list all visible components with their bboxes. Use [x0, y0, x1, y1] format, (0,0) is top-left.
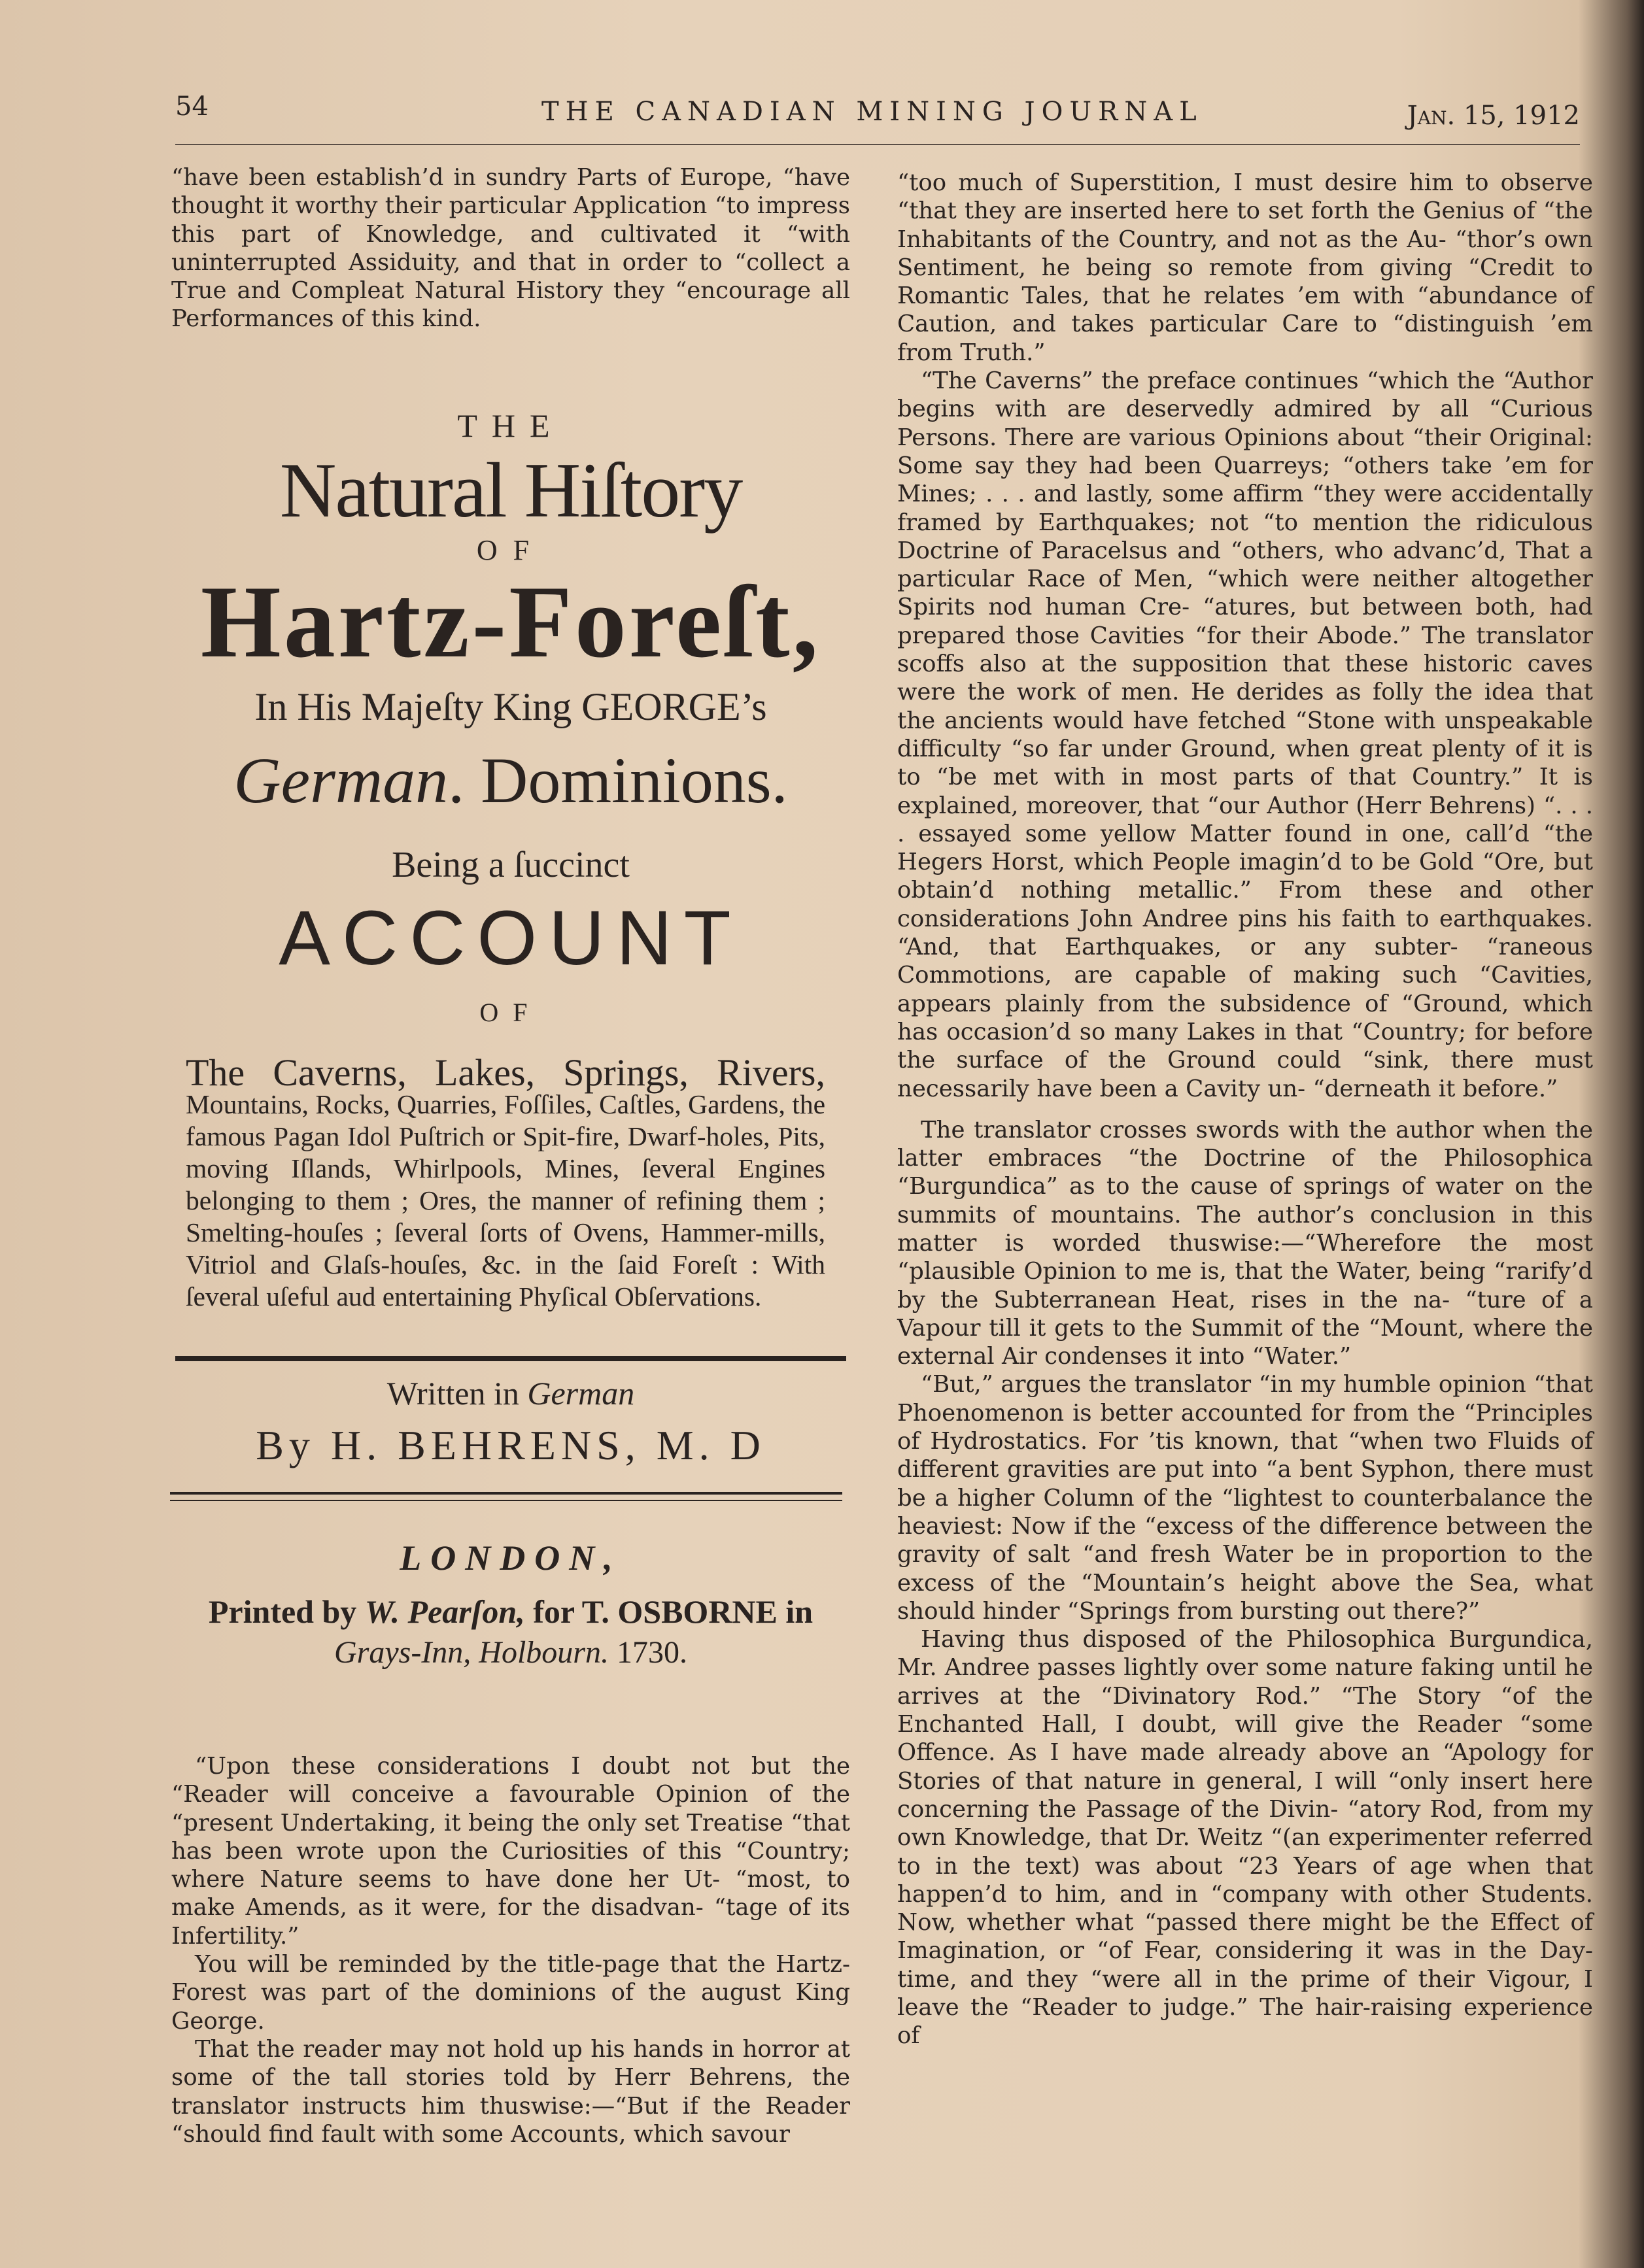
left-paragraph-2: You will be reminded by the title-page that the Hartz-Forest was part of the dominions of the august King George. — [171, 1951, 850, 2035]
title-rule-double-top — [170, 1492, 842, 1495]
issue-date: Jan. 15, 1912 — [1407, 101, 1580, 131]
title-london: LONDON, — [400, 1538, 622, 1578]
right-paragraph-2: “The Caverns” the preface continues “which the “Author begins with are deservedly admired by all “Curious Persons. There are various Opinions about “their Original: Some say they had been Quarreys; “others take ’em for Mines; . . . and lastly, some affirm “they were accidentally framed by Earthquakes; not “to mention the ridiculous Doctrine of Paracelsus and “others, who advanc’d, That a particular Race of Men, “which were neither altogether Spirits nod human Cre- “atures, but between both, had prepared those Cavities “for their Abode.” The translator scoffs also at the supposition that these historic caves were the work of men. He derides as folly the idea that the ancients would have fetched “Stone with unspeakable difficulty “so far under Ground, when great plenty of it is to “be met with in most parts of that Country.” It is explained, moreover, that “our Author (Herr Behrens) “. . . . essayed some yellow Matter found in one, call’d “the Hegers Horst, which People imagin’d to be Gold “Ore, but obtain’d nothing metallic.” From these and other considerations John Andree pins his faith to earthquakes. “And, that Earthquakes, or any subter- “raneous Commotions, are capable of making such “Cavities, appears plainly from the subsidence of “Ground, which has occasion’d so many Lakes in that “Country; for before the surface of the Ground could “sink, there must necessarily have been a Cavity un- “derneath it before.” — [897, 367, 1593, 1102]
left-paragraph-1: “Upon these considerations I doubt not but the “Reader will conceive a favourable Opinion of the “present Undertaking, it being the only set Treatise “that has been wrote upon the Curiosities of this “Country; where Nature seems to have done her Ut- “most, to make Amends, as it were, for the disadvan- “tage of its Infertility.” — [171, 1753, 850, 1950]
title-german-word: German — [233, 744, 449, 817]
address-text: Grays-Inn, Holbourn. — [334, 1635, 609, 1670]
title-majesty: In His Majeſty King GEORGE’s — [254, 685, 767, 728]
title-hartz-forest: Hartz-Foreſt, — [200, 565, 821, 679]
printed-for: for T. OSBORNE in — [533, 1593, 813, 1630]
page-number: 54 — [175, 92, 209, 122]
title-rule-double-bottom — [170, 1500, 842, 1501]
written-in-language: German — [527, 1375, 635, 1412]
title-year: 1730. — [616, 1635, 687, 1670]
title-of: OF — [476, 534, 545, 566]
printer-name: W. Pearſon, — [364, 1593, 525, 1630]
right-paragraph-5: Having thus disposed of the Philosophica Burgundica, Mr. Andree passes lightly over some nature faking until he arrives at the “Divinatory Rod.” “The Story “of the Enchanted Hall, I doubt, will give the Reader “some Offence. As I have made already above an “Apology for Stories of that nature in general, I will “only insert here concerning the Passage of the Divin- “atory Rod, from my own Knowledge, that Dr. Weitz “(an experimenter referred to in the text) was about “23 Years of age when that happen’d to him, and in “company with other Students. Now, whether what “passed there might be the Effect of Imagination, or “of Fear, considering it was in the Day-time, and they “were all in the prime of their Vigour, I leave the “Reader to judge.” The hair-raising experience of — [897, 1626, 1593, 2050]
left-paragraph-3: That the reader may not hold up his hands in horror at some of the tall stories told by Herr Behrens, the translator instructs him thuswise:—“But if the Reader “should find fault with some Accounts, which savour — [171, 2035, 850, 2148]
printed-prefix: Printed by — [208, 1593, 357, 1630]
title-account: ACCOUNT — [279, 895, 743, 981]
journal-title: THE CANADIAN MINING JOURNAL — [541, 97, 1203, 127]
left-column-top — [171, 163, 850, 333]
left-column-bottom — [171, 1752, 850, 2148]
title-the: THE — [457, 407, 564, 444]
reproduced-title-page — [166, 392, 855, 1670]
title-contents: The Caverns, Lakes, Springs, Rivers, Mountains, Rocks, Quarries, Foſſiles, Caſtles, Gardens, the famous Pagan Idol Puſtrich or Spit-fire, Dwarf-holes, Pits, moving Iſlands, Whirlpools, Mines, ſeveral Engines belonging to them ; Ores, the manner of refining them ; Smelting-houſes ; ſeveral ſorts of Ovens, Hammer-mills, Vitriol and Glaſs-houſes, &c. in the ſaid Foreſt : With ſeveral uſeful aud entertaining Phyſical Obſervations. — [186, 1051, 825, 1312]
right-paragraph-4: “But,” argues the translator “in my humble opinion “that Phoenomenon is better accounted for from the “Principles of Hydrostatics. For ’tis known, that “when two Fluids of different gravities are put into “a bent Syphon, there must be a higher Column of the “lightest to counterbalance the heaviest: Now if the “excess of the difference between the gravity of salt “and fresh Water be in proportion to the excess of the “Mountain’s height above the Sea, what should hinder “Springs from bursting out there?” — [897, 1371, 1593, 1625]
title-of-2: OF — [479, 998, 542, 1027]
page-header — [175, 92, 1580, 145]
title-dominions-word: Dominions. — [481, 744, 788, 817]
title-main: Natural Hiſtory — [279, 447, 742, 533]
title-written-in — [166, 1374, 855, 1412]
title-address — [166, 1634, 855, 1670]
written-in-text: Written in — [386, 1375, 519, 1412]
title-rule-thick — [175, 1356, 846, 1361]
title-printed-by — [166, 1593, 855, 1631]
right-column — [897, 169, 1593, 2050]
title-being: Being a ſuccinct — [392, 845, 630, 885]
right-paragraph-3: The translator crosses swords with the author when the latter embraces “the Doctrine of the Philosophica “Burgundica” as to the cause of springs of water on the summits of mountains. The author’s conclusion in this matter is worded thuswise:—“Wherefore the most “plausible Opinion to me is, that the Water, being “rarify’d by the Subterranean Heat, rises in the na- “ture of a Vapour till it gets to the Summit of the “Mount, where the external Air condenses it into “Water.” — [897, 1116, 1593, 1370]
title-author: By H. BEHRENS, M. D — [256, 1422, 766, 1468]
right-paragraph-1: “too much of Superstition, I must desire him to observe “that they are inserted here to set forth the Genius of “the Inhabitants of the Country, and not as the Au- “thor’s own Sentiment, he being so remote from giving “Credit to Romantic Tales, that he relates ’em with “abundance of Caution, and takes particular Care to “distinguish ’em from Truth.” — [897, 169, 1593, 366]
left-top-quote: “have been establish’d in sundry Parts of Europe, “have thought it worthy their particular Application “to impress this part of Knowledge, and cultivated it “with uninterrupted Assiduity, and that in order to “collect a True and Compleat Natural History they “encourage all Performances of this kind. — [171, 164, 850, 333]
title-german-dominions: German. Dominions. — [233, 744, 788, 817]
